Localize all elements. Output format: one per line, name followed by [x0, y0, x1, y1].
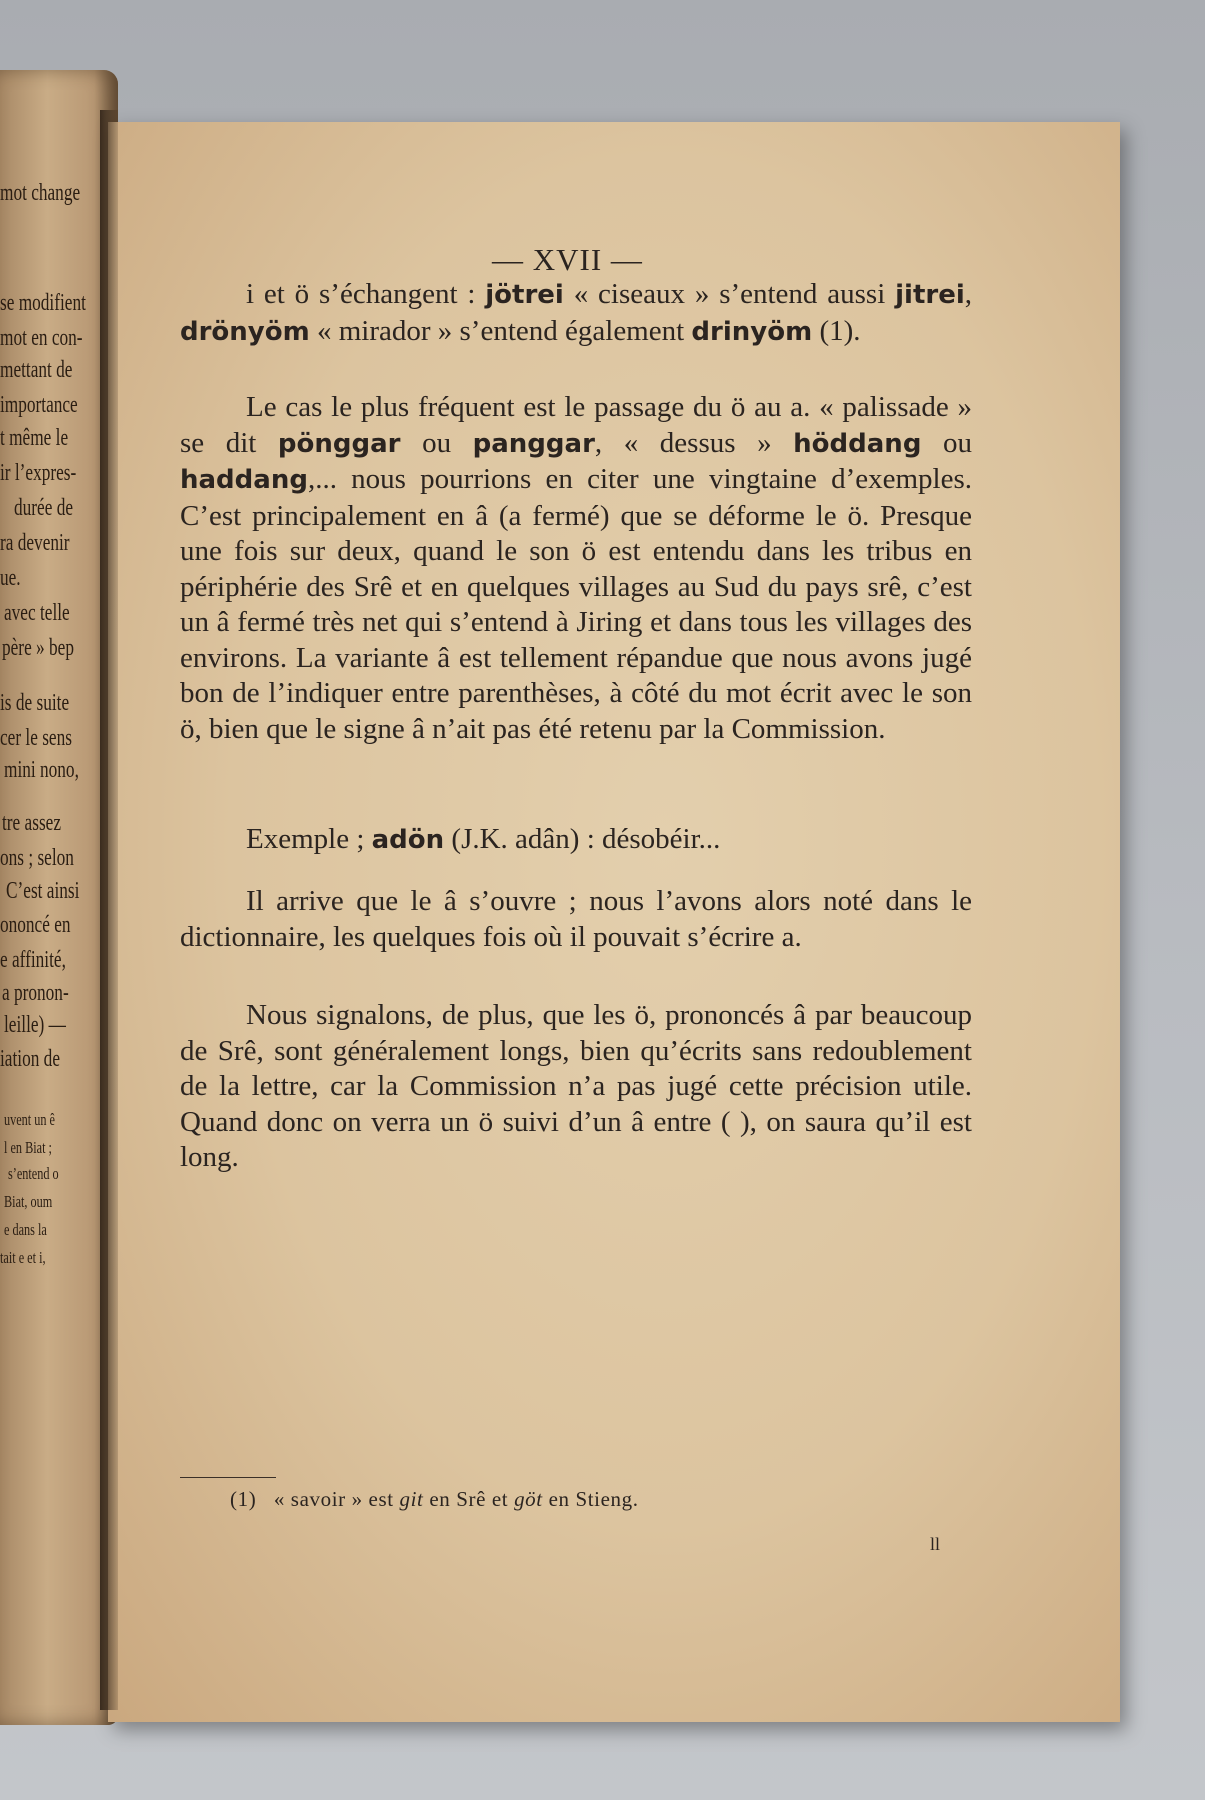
left-page-fragment: C’est ainsi — [6, 878, 80, 904]
footnote-marker: (1) — [230, 1487, 257, 1511]
left-page-fragment: durée de — [14, 495, 74, 521]
left-page-fragment: mini nono, — [4, 757, 79, 783]
footnote-word-git: git — [399, 1487, 424, 1511]
paragraph-text: Nous signalons, de plus, que les ö, prononcés â par beaucoup de Srê, sont généralement longs, bien qu’écrits sans redoublement de la lettre, car la Commission n’a pas jugé cette précision utile. Quand donc on verra un ö suivi d’un â entre ( ), on saura qu’il est long. — [180, 999, 972, 1173]
left-page-fragment: iation de — [0, 1046, 60, 1072]
paragraph — [180, 390, 972, 747]
book-gutter — [100, 110, 118, 1710]
paragraph-text: , — [964, 278, 972, 310]
left-page-fragment: père » bep — [2, 635, 74, 661]
paragraph — [180, 277, 972, 350]
left-page-fragment: ir l’expres- — [0, 460, 77, 486]
paragraph-text: ,... nous pourrions en citer une vingtaine d’exemples. C’est principalement en â (a fermé) que se déforme le ö. Presque une fois sur deux, quand le son ö est entendu dans les tribus en périphérie des Srê et en quelques villages au Sud du pays srê, c’est un â fermé très net qui s’entend à Jiring et dans tous les villages des environs. La variante â est tellement répandue que nous avons jugé bon de l’indiquer entre parenthèses, à côté du mot écrit avec le son ö, bien que le signe â n’ait pas été retenu par la Commission. — [180, 463, 972, 745]
left-page-fragment: is de suite — [0, 690, 70, 716]
paragraph-text: ou — [400, 426, 473, 459]
left-page-fragment: e dans la — [4, 1220, 47, 1239]
left-page-fragment: cer le sens — [0, 725, 72, 751]
bahnar-word: höddang — [793, 428, 922, 459]
left-page-fragment: mot en con- — [0, 325, 83, 351]
paragraph — [180, 822, 972, 859]
paragraph-text: Il arrive que le â s’ouvre ; nous l’avons alors noté dans le dictionnaire, les quelques fois où il pouvait s’écrire a. — [180, 885, 972, 953]
left-page-fragment: tre assez — [2, 810, 62, 836]
paragraph-text: Exemple ; — [246, 823, 372, 855]
left-page-fragment: s’entend o — [8, 1164, 59, 1183]
bahnar-word: jötrei — [485, 280, 564, 310]
left-page-fragment: importance — [0, 392, 78, 418]
left-page-fragment: Biat, oum — [4, 1192, 53, 1211]
left-page-fragment: tait e et i, — [0, 1248, 46, 1267]
paragraph-text: « ciseaux » s’entend aussi — [563, 278, 896, 310]
left-page-fragment: se modifient — [0, 290, 86, 316]
page-header: — XVII — — [492, 242, 643, 277]
footnote-word-got: göt — [514, 1487, 543, 1511]
left-page-fragment: avec telle — [4, 600, 70, 626]
left-page-fragment: ons ; selon — [0, 845, 74, 871]
bahnar-word: panggar — [472, 428, 595, 459]
paragraph-text: Le cas le plus fréquent est le passage du ö au a. « palissade » se dit — [180, 391, 972, 459]
footnote-text-2: en Srê et — [423, 1487, 515, 1511]
paragraph-text: , « dessus » — [594, 426, 794, 459]
left-page-fragment: mettant de — [0, 357, 73, 383]
left-page-fragment: t même le — [0, 425, 69, 451]
paragraph-text: « mirador » s’entend également — [309, 314, 692, 347]
left-page-fragment: ononcé en — [0, 912, 71, 938]
bahnar-word: drinyöm — [691, 316, 813, 347]
bahnar-word: drönyöm — [180, 316, 310, 347]
paragraph-text: (1). — [812, 314, 861, 347]
left-page-fragment: a pronon- — [2, 980, 69, 1006]
bahnar-word: adön — [371, 825, 445, 855]
left-page-fragment: ue. — [0, 565, 21, 591]
footnote — [230, 1487, 930, 1512]
left-page-fragment: mot change — [0, 180, 81, 206]
left-page-fragment: e affinité, — [0, 947, 66, 973]
right-page — [108, 122, 1120, 1722]
left-page-fragment: l en Biat ; — [4, 1138, 52, 1157]
left-page-fragment: ra devenir — [0, 530, 70, 556]
footnote-rule — [180, 1477, 276, 1478]
paragraph-text: i et ö s’échangent : — [246, 278, 486, 310]
left-page-fragment: uvent un ê — [4, 1110, 55, 1129]
paragraph — [180, 998, 972, 1176]
left-page-fragment: leille) — — [4, 1012, 66, 1038]
footnote-text-3: en Stieng. — [542, 1487, 639, 1511]
bahnar-word: pönggar — [277, 428, 401, 459]
bahnar-word: jitrei — [895, 280, 965, 310]
paragraph-text: ou — [921, 426, 973, 459]
paragraph-text: (J.K. adân) : désobéir... — [444, 823, 721, 855]
bahnar-word: haddang — [180, 465, 308, 495]
footnote-text-1: « savoir » est — [273, 1487, 400, 1511]
paragraph — [180, 884, 972, 955]
page-number: ll — [930, 1534, 941, 1554]
